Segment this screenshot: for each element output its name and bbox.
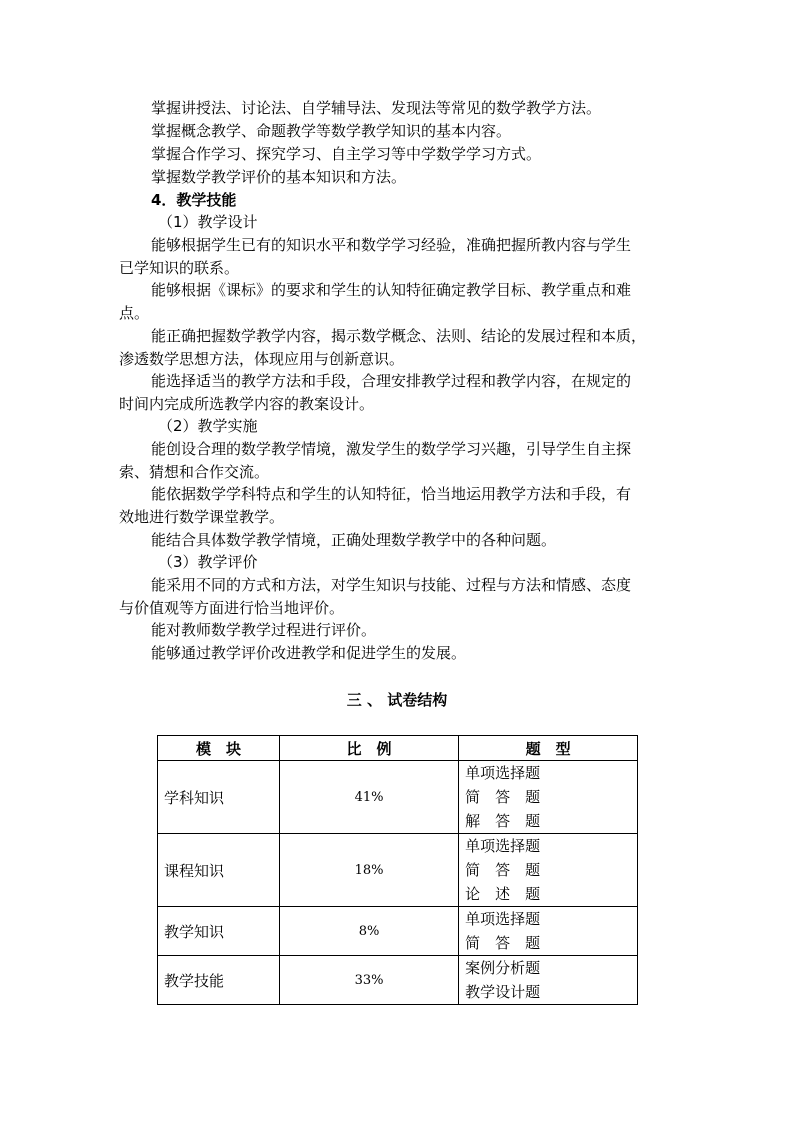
table-row <box>158 956 638 1005</box>
subsection-subheading: （3）教学评价 <box>158 553 258 571</box>
paragraph-continuation: 时间内完成所选教学内容的教案设计。 <box>119 395 375 413</box>
paragraph-continuation: 与价值观等方面进行恰当地评价。 <box>119 599 345 617</box>
question-types-cell <box>459 761 638 834</box>
header-module: 模 块 <box>158 736 280 761</box>
table-row <box>158 761 638 834</box>
question-type: 单项选择题 <box>465 837 541 855</box>
subsection-subheading: （1）教学设计 <box>158 213 258 231</box>
ratio-cell: 33% <box>279 956 458 1005</box>
paragraph: 能正确把握数学教学内容，揭示数学概念、法则、结论的发展过程和本质， <box>151 327 647 345</box>
paragraph: 能依据数学学科特点和学生的认知特征，恰当地运用教学方法和手段，有 <box>151 485 632 503</box>
paragraph: 能对教师数学教学过程进行评价。 <box>151 621 377 639</box>
module-cell: 学科知识 <box>158 761 280 834</box>
paragraph: 能创设合理的数学教学情境，激发学生的数学学习兴趣，引导学生自主探 <box>151 440 632 458</box>
question-type: 教学设计题 <box>465 983 541 1001</box>
module-cell: 课程知识 <box>158 834 280 907</box>
table-row <box>158 834 638 907</box>
paragraph: 能选择适当的教学方法和手段，合理安排教学过程和教学内容，在规定的 <box>151 372 632 390</box>
subsection-subheading: （2）教学实施 <box>158 417 258 435</box>
paragraph: 掌握数学教学评价的基本知识和方法。 <box>151 168 407 186</box>
question-type: 简 答 题 <box>465 934 541 952</box>
question-type: 单项选择题 <box>465 910 541 928</box>
question-type: 论 述 题 <box>465 885 541 903</box>
paragraph: 能结合具体数学教学情境，正确处理数学教学中的各种问题。 <box>151 531 557 549</box>
header-question-type: 题 型 <box>459 736 638 761</box>
module-cell: 教学知识 <box>158 907 280 956</box>
paragraph: 能够根据学生已有的知识水平和数学学习经验，准确把握所教内容与学生 <box>151 236 632 254</box>
exam-structure-table <box>157 735 638 1005</box>
paragraph-continuation: 效地进行数学课堂教学。 <box>119 508 285 526</box>
ratio-cell: 8% <box>279 907 458 956</box>
question-type: 单项选择题 <box>465 764 541 782</box>
paragraph: 掌握概念教学、命题教学等数学教学知识的基本内容。 <box>151 122 512 140</box>
question-types-cell <box>459 907 638 956</box>
paragraph-continuation: 索、猜想和合作交流。 <box>119 463 270 481</box>
question-type: 案例分析题 <box>465 959 541 977</box>
paragraph: 掌握合作学习、探究学习、自主学习等中学数学学习方式。 <box>151 145 542 163</box>
table-header-row <box>158 736 638 761</box>
paragraph: 能够通过教学评价改进教学和促进学生的发展。 <box>151 644 467 662</box>
question-type: 简 答 题 <box>465 788 541 806</box>
question-types-cell <box>459 956 638 1005</box>
ratio-cell: 18% <box>279 834 458 907</box>
table-row <box>158 907 638 956</box>
question-types-cell <box>459 834 638 907</box>
paragraph-continuation: 渗透数学思想方法，体现应用与创新意识。 <box>119 350 405 368</box>
section-title: 三 、 试卷结构 <box>346 691 448 709</box>
paragraph-continuation: 已学知识的联系。 <box>119 259 240 277</box>
paragraph-continuation: 点。 <box>119 304 150 322</box>
module-cell: 教学技能 <box>158 956 280 1005</box>
question-type: 解 答 题 <box>465 812 541 830</box>
ratio-cell: 41% <box>279 761 458 834</box>
header-ratio: 比 例 <box>279 736 458 761</box>
question-type: 简 答 题 <box>465 861 541 879</box>
paragraph: 能采用不同的方式和方法，对学生知识与技能、过程与方法和情感、态度 <box>151 576 632 594</box>
paragraph: 能够根据《课标》的要求和学生的认知特征确定教学目标、教学重点和难 <box>151 281 632 299</box>
subsection-heading: 4．教学技能 <box>151 191 237 209</box>
paragraph: 掌握讲授法、讨论法、自学辅导法、发现法等常见的数学教学方法。 <box>151 99 602 117</box>
